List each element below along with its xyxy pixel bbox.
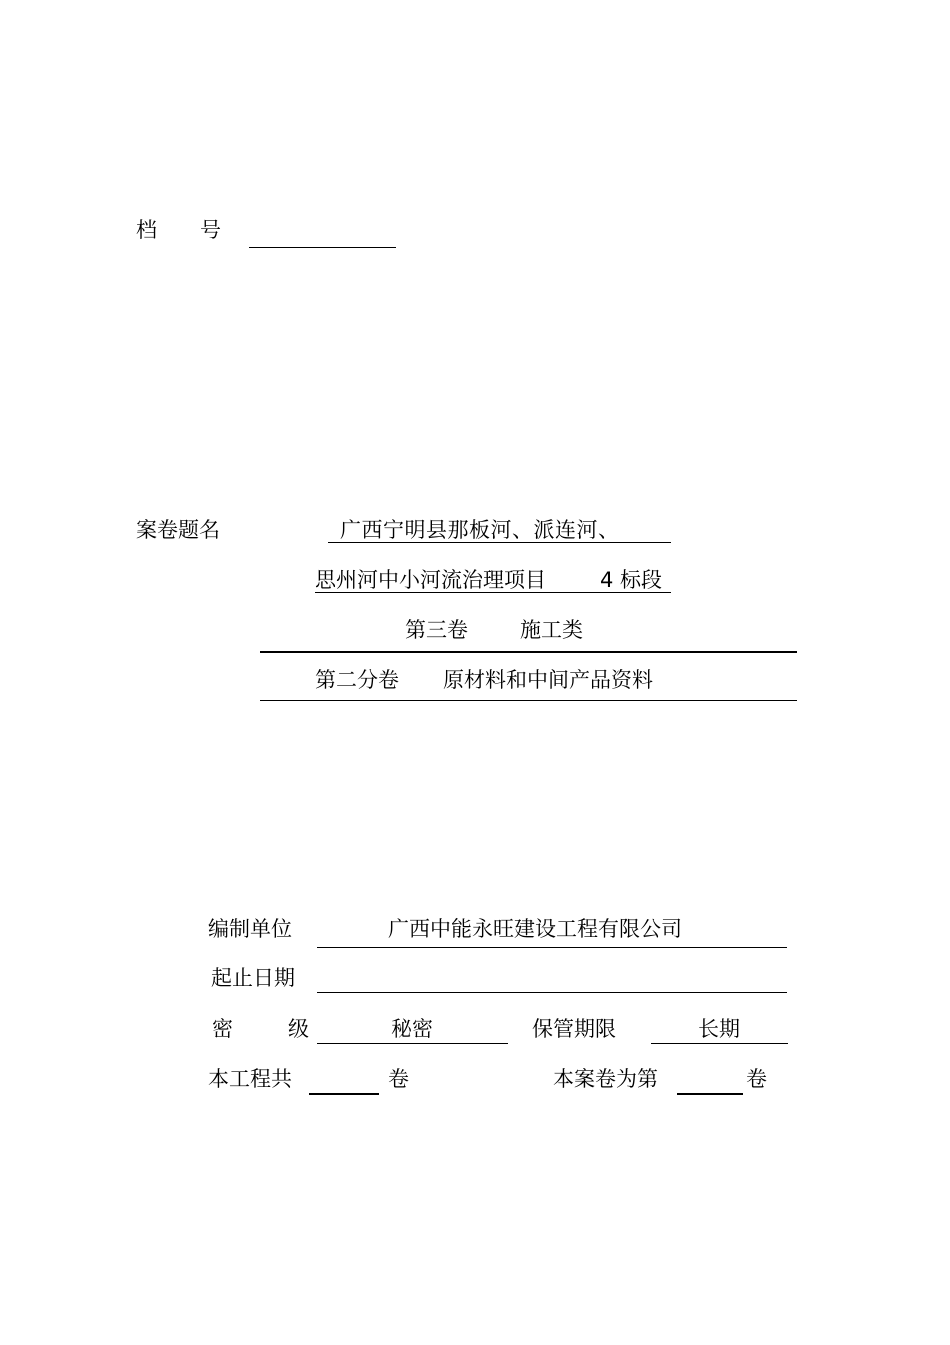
subvolume-content: 原材料和中间产品资料: [443, 668, 653, 692]
this-volume-label: 本案卷为第: [553, 1067, 658, 1091]
total-volumes-underline: [309, 1093, 379, 1095]
secrecy-value: 秘密: [391, 1017, 433, 1041]
compiler-underline: [317, 947, 787, 948]
file-title-line-2-main: 思州河中小河流治理项目: [315, 568, 546, 592]
compiler-value: 广西中能永旺建设工程有限公司: [388, 917, 682, 941]
volume-category: 施工类: [520, 618, 583, 642]
secrecy-underline: [317, 1043, 508, 1044]
total-volumes-unit: 卷: [388, 1067, 409, 1091]
retention-value: 长期: [698, 1017, 740, 1041]
file-title-line-2-underline: [315, 592, 671, 593]
archive-number-label-char-2: 号: [200, 218, 221, 242]
compiler-label: 编制单位: [208, 917, 292, 941]
this-volume-unit: 卷: [746, 1067, 767, 1091]
secrecy-label-char-1: 密: [212, 1017, 233, 1041]
date-range-underline: [317, 992, 787, 993]
file-title-label: 案卷题名: [136, 518, 220, 542]
this-volume-underline: [677, 1093, 743, 1095]
date-range-label: 起止日期: [211, 966, 295, 990]
retention-label: 保管期限: [532, 1017, 616, 1041]
file-title-line-1: 广西宁明县那板河、派连河、: [340, 518, 620, 542]
secrecy-label-char-2: 级: [288, 1017, 309, 1041]
file-title-line-1-underline: [328, 542, 671, 543]
retention-underline: [651, 1043, 788, 1044]
archive-number-label-char-1: 档: [136, 218, 157, 242]
total-volumes-label: 本工程共: [208, 1067, 292, 1091]
volume-underline: [260, 651, 797, 653]
subvolume-underline: [260, 700, 797, 701]
volume-name: 第三卷: [405, 618, 468, 642]
archive-number-underline: [249, 247, 396, 248]
subvolume-name: 第二分卷: [315, 668, 399, 692]
file-title-line-2-section: 4 标段: [600, 568, 663, 592]
